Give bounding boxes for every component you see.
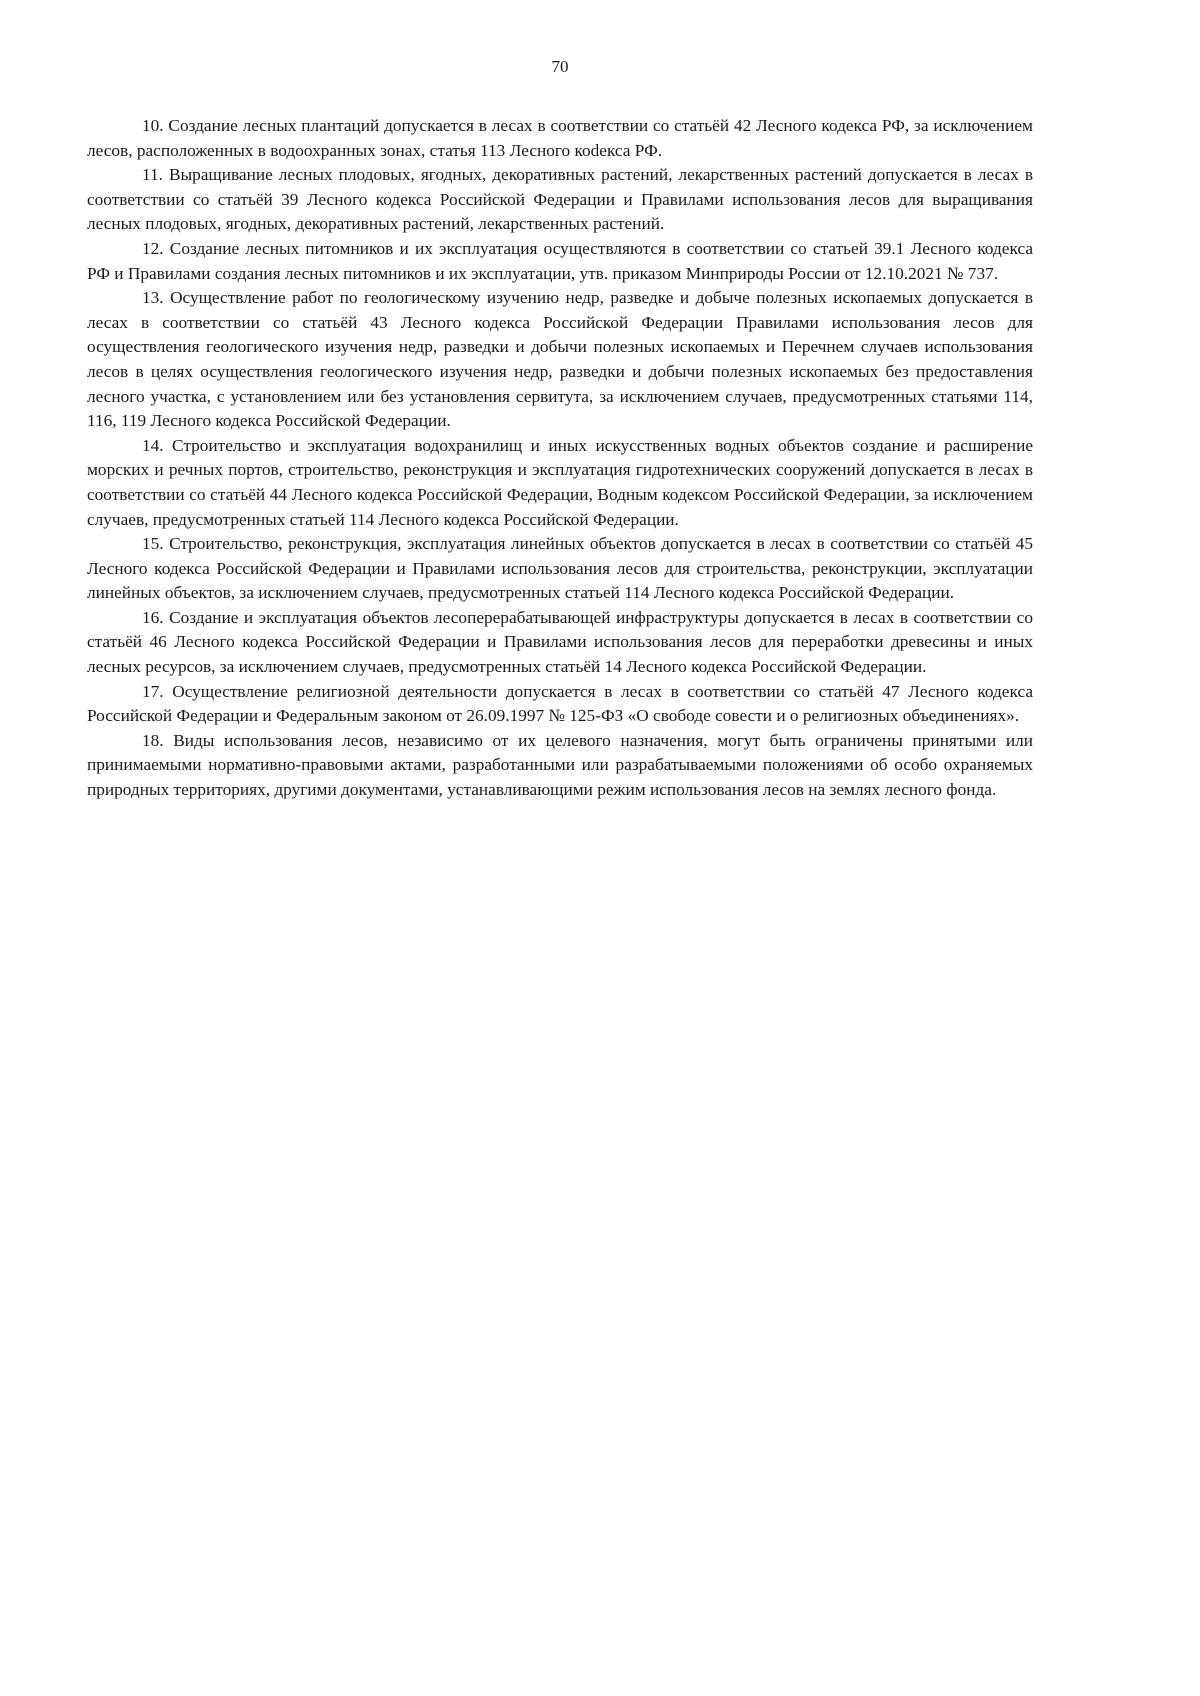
paragraph-15: 15. Строительство, реконструкция, эксплуатация линейных объектов допускается в лесах в соответствии со статьёй 45 Лесного кодекса Российской Федерации и Правилами использования лесов для строительства, реконструкции, эксплуатации линейных объектов, за исключением случаев, предусмотренных статьей 114 Лесного кодекса Российской Федерации. bbox=[87, 534, 1033, 603]
paragraph-16: 16. Создание и эксплуатация объектов лесоперерабатывающей инфраструктуры допускается в лесах в соответствии со статьёй 46 Лесного кодекса Российской Федерации и Правилами использования лесов для переработки древесины и иных лесных ресурсов, за исключением случаев, предусмотренных статьёй 14 Лесного кодекса Российской Федерации. bbox=[87, 607, 1033, 677]
paragraph-14: 14. Строительство и эксплуатация водохранилищ и иных искусственных водных объектов создание и расширение морских и речных портов, строительство, реконструкция и эксплуатация гидротехнических сооружений допускается в лесах в соответствии со статьёй 44 Лесного кодекса Российской Федерации, Водным кодексом Российской Федерации, за исключением случаев, предусмотренных статьей 114 Лесного кодекса Российской Федерации. bbox=[87, 435, 1033, 529]
document-body bbox=[87, 114, 1033, 803]
paragraph-10: 10. Создание лесных плантаций допускается в лесах в соответствии со статьёй 42 Лесного кодекса РФ, за исключением лесов, расположенных в водоохранных зонах, статья 113 Лесного коdекса РФ. bbox=[87, 116, 1033, 160]
paragraph-12: 12. Создание лесных питомников и их эксплуатация осуществляются в соответствии со статьей 39.1 Лесного кодекса РФ и Правилами создания лесных питомников и их эксплуатации, утв. приказом Минприроды России от 12.10.2021 № 737. bbox=[87, 238, 1033, 283]
paragraph-18: 18. Виды использования лесов, независимо от их целевого назначения, могут быть ограничены принятыми или принимаемыми нормативно-правовыми актами, разработанными или разрабатываемыми положениями об особо охраняемых природных территориях, другими документами, устанавливающими режим использования лесов на землях лесного фонда. bbox=[87, 730, 1033, 800]
paragraph-17: 17. Осуществление религиозной деятельности допускается в лесах в соответствии со статьёй 47 Лесного кодекса Российской Федерации и Федеральным законом от 26.09.1997 № 125-ФЗ «О свободе совести и о религиозных объединениях». bbox=[87, 681, 1033, 726]
paragraph-13: 13. Осуществление работ по геологическому изучению недр, разведке и добыче полезных ископаемых допускается в лесах в соответствии со статьёй 43 Лесного кодекса Российской Федерации Правилами использования лесов для осуществления геологического изучения недр, разведки и добычи полезных ископаемых и Перечнем случаев использования лесов в целях осуществления геологического изучения недр, разведки и добычи полезных ископаемых без предоставления лесного участка, с установлением или без установления сервитута, за исключением случаев, предусмотренных статьями 114, 116, 119 Лесного кодекса Российской Федерации. bbox=[87, 288, 1033, 431]
paragraph-11: 11. Выращивание лесных плодовых, ягодных, декоративных растений, лекарственных растений допускается в лесах в соответствии со статьёй 39 Лесного кодекса Российской Федерации и Правилами использования лесов для выращивания лесных плодовых, ягодных, декоративных растений, лекарственных растений. bbox=[87, 165, 1033, 234]
page-number: 70 bbox=[551, 57, 569, 76]
